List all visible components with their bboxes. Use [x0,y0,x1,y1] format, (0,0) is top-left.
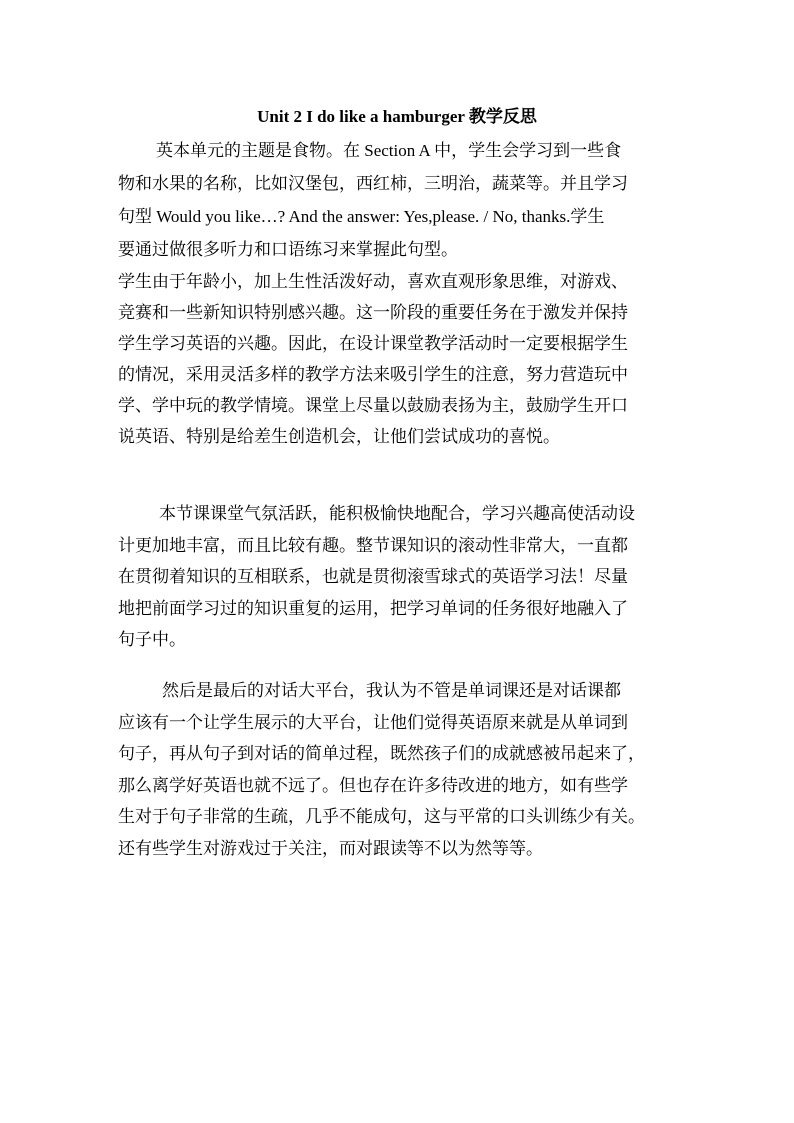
paragraph-3-line: 本节课课堂气氛活跃，能积极愉快地配合，学习兴趣高使活动设 [159,504,635,523]
paragraph-2-line: 学、学中玩的教学情境。课堂上尽量以鼓励表扬为主，鼓励学生开口 [118,396,628,415]
paragraph-3-line: 在贯彻着知识的互相联系，也就是贯彻滚雪球式的英语学习法！尽量 [118,567,628,586]
paragraph-4-line: 还有些学生对游戏过于关注，而对跟读等不以为然等等。 [118,838,543,858]
paragraph-1-line: 要通过做很多听力和口语练习来掌握此句型。 [118,240,458,259]
paragraph-1-line: 句型 Would you like…? And the answer: Yes,please. / No, thanks.学生 [118,207,605,226]
paragraph-3-line: 地把前面学习过的知识重复的运用，把学习单词的任务很好地融入了 [118,598,628,618]
paragraph-3-line: 句子中。 [118,630,186,649]
paragraph-2-line: 的情况，采用灵活多样的教学方法来吸引学生的注意，努力营造玩中 [118,365,628,384]
paragraph-4-line: 应该有一个让学生展示的大平台，让他们觉得英语原来就是从单词到 [118,712,628,732]
paragraph-2-line: 竞赛和一些新知识特别感兴趣。这一阶段的重要任务在于激发并保持 [118,303,628,322]
paragraph-2 [118,266,678,452]
document-title: Unit 2 I do like a hamburger 教学反思 [257,107,537,126]
paragraph-4-line: 然后是最后的对话大平台，我认为不管是单词课还是对话课都 [162,681,621,700]
paragraph-3 [118,498,678,656]
paragraph-1-line: 英本单元的主题是食物。在 Section A 中，学生会学习到一些食 [156,141,622,160]
paragraph-2-line: 学生学习英语的兴趣。因此，在设计课堂教学活动时一定要根据学生 [118,334,628,353]
paragraph-2-line: 学生由于年龄小，加上生性活泼好动，喜欢直观形象思维，对游戏、 [118,272,628,291]
paragraph-1-line: 物和水果的名称，比如汉堡包，西红柿，三明治，蔬菜等。并且学习 [118,174,628,193]
paragraph-1 [118,134,678,266]
paragraph-4 [118,675,678,864]
paragraph-3-line: 计更加地丰富，而且比较有趣。整节课知识的滚动性非常大，一直都 [118,535,628,555]
paragraph-4-line: 那么离学好英语也就不远了。但也存在许多待改进的地方，如有些学 [118,775,628,795]
paragraph-4-line: 生对于句子非常的生疏，几乎不能成句，这与平常的口头训练少有关。 [118,807,645,826]
paragraph-2-line: 说英语、特别是给差生创造机会，让他们尝试成功的喜悦。 [118,427,560,446]
paragraph-4-line: 句子，再从句子到对话的简单过程，既然孩子们的成就感被吊起来了， [118,744,645,763]
